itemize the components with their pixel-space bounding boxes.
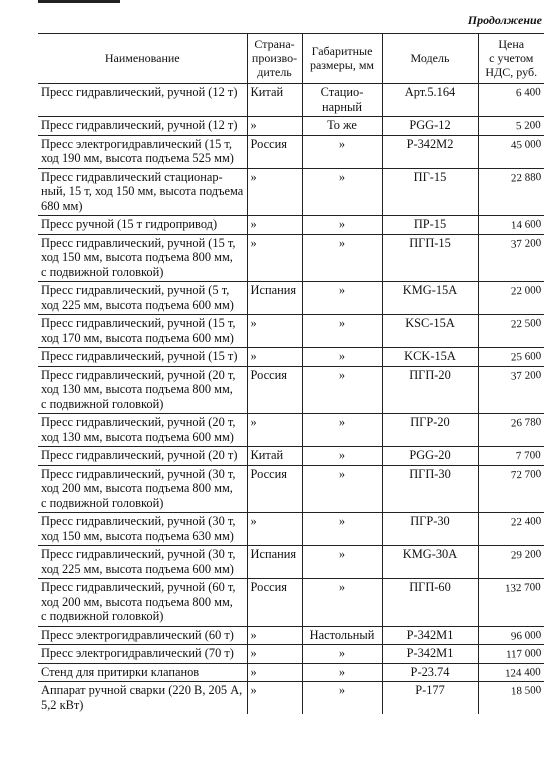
model-cell: ПГР-30	[382, 513, 478, 546]
model-cell: ПГП-60	[382, 579, 478, 627]
model-cell: ПГ-15	[382, 168, 478, 216]
model-cell: KMG-30A	[382, 546, 478, 579]
price-value: 37 200	[510, 236, 542, 251]
table-row	[38, 366, 544, 414]
table-body	[38, 84, 544, 715]
price-cell	[478, 579, 544, 627]
model-cell: Р-177	[382, 682, 478, 715]
dimensions-cell: »	[302, 216, 382, 235]
model-cell: Р-342М2	[382, 135, 478, 168]
price-value: 26 780	[510, 416, 542, 430]
price-cell	[478, 282, 544, 315]
country-cell: Россия	[247, 465, 302, 513]
price-table	[38, 33, 544, 714]
price-cell	[478, 465, 544, 513]
table-row	[38, 135, 544, 168]
column-header-name: Наименование	[38, 34, 247, 84]
model-cell: PGG-20	[382, 447, 478, 466]
product-name-cell: Аппарат ручной сварки (220 В, 205 А, 5,2 кВт)	[38, 682, 247, 715]
product-name-cell: Пресс электрогидравлический (60 т)	[38, 626, 247, 645]
price-value: 25 600	[510, 350, 542, 364]
product-name-cell: Пресс гидравлический стационар- ный, 15 т, ход 150 мм, высота подъема 680 мм)	[38, 168, 247, 216]
table-row	[38, 168, 544, 216]
table-header-row	[38, 34, 544, 84]
product-name-cell: Пресс электрогидравлический (15 т, ход 190 мм, высота подъема 525 мм)	[38, 135, 247, 168]
price-value: 6 400	[515, 86, 542, 100]
model-cell: ПГП-15	[382, 234, 478, 282]
dimensions-cell: Стацио- нарный	[302, 84, 382, 117]
price-cell	[478, 626, 544, 645]
model-cell: Арт.5.164	[382, 84, 478, 117]
model-cell: Р-342М1	[382, 645, 478, 664]
dimensions-cell: »	[302, 366, 382, 414]
dimensions-cell: Настольный	[302, 626, 382, 645]
country-cell: »	[247, 513, 302, 546]
table-row	[38, 682, 544, 715]
price-value: 22 400	[510, 515, 542, 529]
dimensions-cell: »	[302, 579, 382, 627]
product-name-cell: Пресс гидравлический, ручной (20 т, ход 130 мм, высота подъема 800 мм, с подвижной головкой)	[38, 366, 247, 414]
country-cell: »	[247, 414, 302, 447]
dimensions-cell: »	[302, 348, 382, 367]
product-name-cell: Пресс гидравлический, ручной (5 т, ход 225 мм, высота подъема 600 мм)	[38, 282, 247, 315]
dimensions-cell: »	[302, 465, 382, 513]
country-cell: Россия	[247, 366, 302, 414]
dimensions-cell: »	[302, 234, 382, 282]
table-row	[38, 117, 544, 136]
price-cell	[478, 645, 544, 664]
table-row	[38, 546, 544, 579]
table-row	[38, 348, 544, 367]
price-cell	[478, 546, 544, 579]
product-name-cell: Стенд для притирки клапанов	[38, 663, 247, 682]
product-name-cell: Пресс гидравлический, ручной (30 т, ход 150 мм, высота подъема 630 мм)	[38, 513, 247, 546]
price-value: 22 500	[510, 317, 542, 331]
country-cell: »	[247, 663, 302, 682]
country-cell: »	[247, 234, 302, 282]
model-cell: ПГР-20	[382, 414, 478, 447]
price-value: 124 400	[504, 665, 542, 680]
dimensions-cell: »	[302, 414, 382, 447]
price-cell	[478, 117, 544, 136]
price-cell	[478, 414, 544, 447]
product-name-cell: Пресс гидравлический, ручной (60 т, ход 200 мм, высота подъема 800 мм, с подвижной головкой)	[38, 579, 247, 627]
model-cell: Р-342М1	[382, 626, 478, 645]
price-value: 132 700	[504, 581, 542, 595]
dimensions-cell: »	[302, 282, 382, 315]
price-value: 37 200	[510, 368, 542, 383]
table-row	[38, 282, 544, 315]
price-cell	[478, 84, 544, 117]
continuation-label: Продолжение	[467, 13, 542, 27]
country-cell: Испания	[247, 546, 302, 579]
price-value: 96 000	[510, 628, 542, 643]
price-value: 22 000	[510, 284, 542, 298]
table-row	[38, 645, 544, 664]
country-cell: »	[247, 682, 302, 715]
price-cell	[478, 135, 544, 168]
top-rule	[38, 0, 120, 3]
price-cell	[478, 663, 544, 682]
country-cell: »	[247, 117, 302, 136]
dimensions-cell: »	[302, 135, 382, 168]
dimensions-cell: »	[302, 315, 382, 348]
country-cell: »	[247, 645, 302, 664]
product-name-cell: Пресс гидравлический, ручной (20 т, ход 130 мм, высота подъема 600 мм)	[38, 414, 247, 447]
price-cell	[478, 315, 544, 348]
dimensions-cell: »	[302, 447, 382, 466]
model-cell: Р-23.74	[382, 663, 478, 682]
dimensions-cell: »	[302, 663, 382, 682]
product-name-cell: Пресс гидравлический, ручной (15 т)	[38, 348, 247, 367]
dimensions-cell: »	[302, 168, 382, 216]
table-row	[38, 513, 544, 546]
column-header-model: Модель	[382, 34, 478, 84]
product-name-cell: Пресс гидравлический, ручной (12 т)	[38, 117, 247, 136]
model-cell: PGG-12	[382, 117, 478, 136]
model-cell: ПГП-30	[382, 465, 478, 513]
dimensions-cell: То же	[302, 117, 382, 136]
country-cell: Россия	[247, 579, 302, 627]
country-cell: Россия	[247, 135, 302, 168]
product-name-cell: Пресс гидравлический, ручной (30 т, ход 200 мм, высота подъема 800 мм, с подвижной головкой)	[38, 465, 247, 513]
column-header-price: Цена с учетом НДС, руб.	[478, 34, 544, 84]
price-value: 72 700	[510, 467, 542, 482]
price-cell	[478, 682, 544, 715]
dimensions-cell: »	[302, 682, 382, 715]
country-cell: »	[247, 315, 302, 348]
country-cell: »	[247, 348, 302, 367]
price-cell	[478, 447, 544, 466]
product-name-cell: Пресс ручной (15 т гидропривод)	[38, 216, 247, 235]
price-value: 45 000	[510, 137, 542, 152]
model-cell: KCK-15A	[382, 348, 478, 367]
price-cell	[478, 513, 544, 546]
country-cell: »	[247, 626, 302, 645]
country-cell: Испания	[247, 282, 302, 315]
table-row	[38, 414, 544, 447]
table-row	[38, 663, 544, 682]
price-value: 5 200	[515, 119, 542, 133]
price-value: 14 600	[510, 218, 542, 232]
product-name-cell: Пресс гидравлический, ручной (12 т)	[38, 84, 247, 117]
table-row	[38, 579, 544, 627]
table-row	[38, 84, 544, 117]
table-row	[38, 447, 544, 466]
column-header-country: Страна- произво- дитель	[247, 34, 302, 84]
price-value: 18 500	[510, 684, 542, 698]
table-row	[38, 626, 544, 645]
model-cell: KSC-15A	[382, 315, 478, 348]
dimensions-cell: »	[302, 546, 382, 579]
table-row	[38, 216, 544, 235]
price-cell	[478, 234, 544, 282]
dimensions-cell: »	[302, 645, 382, 664]
table-row	[38, 234, 544, 282]
product-name-cell: Пресс электрогидравлический (70 т)	[38, 645, 247, 664]
price-cell	[478, 348, 544, 367]
country-cell: Китай	[247, 447, 302, 466]
price-value: 117 000	[505, 647, 542, 661]
country-cell: »	[247, 168, 302, 216]
product-name-cell: Пресс гидравлический, ручной (30 т, ход 225 мм, высота подъема 600 мм)	[38, 546, 247, 579]
product-name-cell: Пресс гидравлический, ручной (15 т, ход 150 мм, высота подъема 800 мм, с подвижной головкой)	[38, 234, 247, 282]
model-cell: KMG-15A	[382, 282, 478, 315]
dimensions-cell: »	[302, 513, 382, 546]
price-cell	[478, 366, 544, 414]
country-cell: »	[247, 216, 302, 235]
product-name-cell: Пресс гидравлический, ручной (15 т, ход 170 мм, высота подъема 600 мм)	[38, 315, 247, 348]
table-row	[38, 315, 544, 348]
price-value: 22 880	[510, 170, 542, 185]
product-name-cell: Пресс гидравлический, ручной (20 т)	[38, 447, 247, 466]
model-cell: ПР-15	[382, 216, 478, 235]
price-value: 29 200	[510, 548, 542, 562]
column-header-dimensions: Габаритные размеры, мм	[302, 34, 382, 84]
model-cell: ПГП-20	[382, 366, 478, 414]
price-value: 7 700	[515, 449, 542, 463]
price-cell	[478, 168, 544, 216]
table-row	[38, 465, 544, 513]
country-cell: Китай	[247, 84, 302, 117]
price-cell	[478, 216, 544, 235]
